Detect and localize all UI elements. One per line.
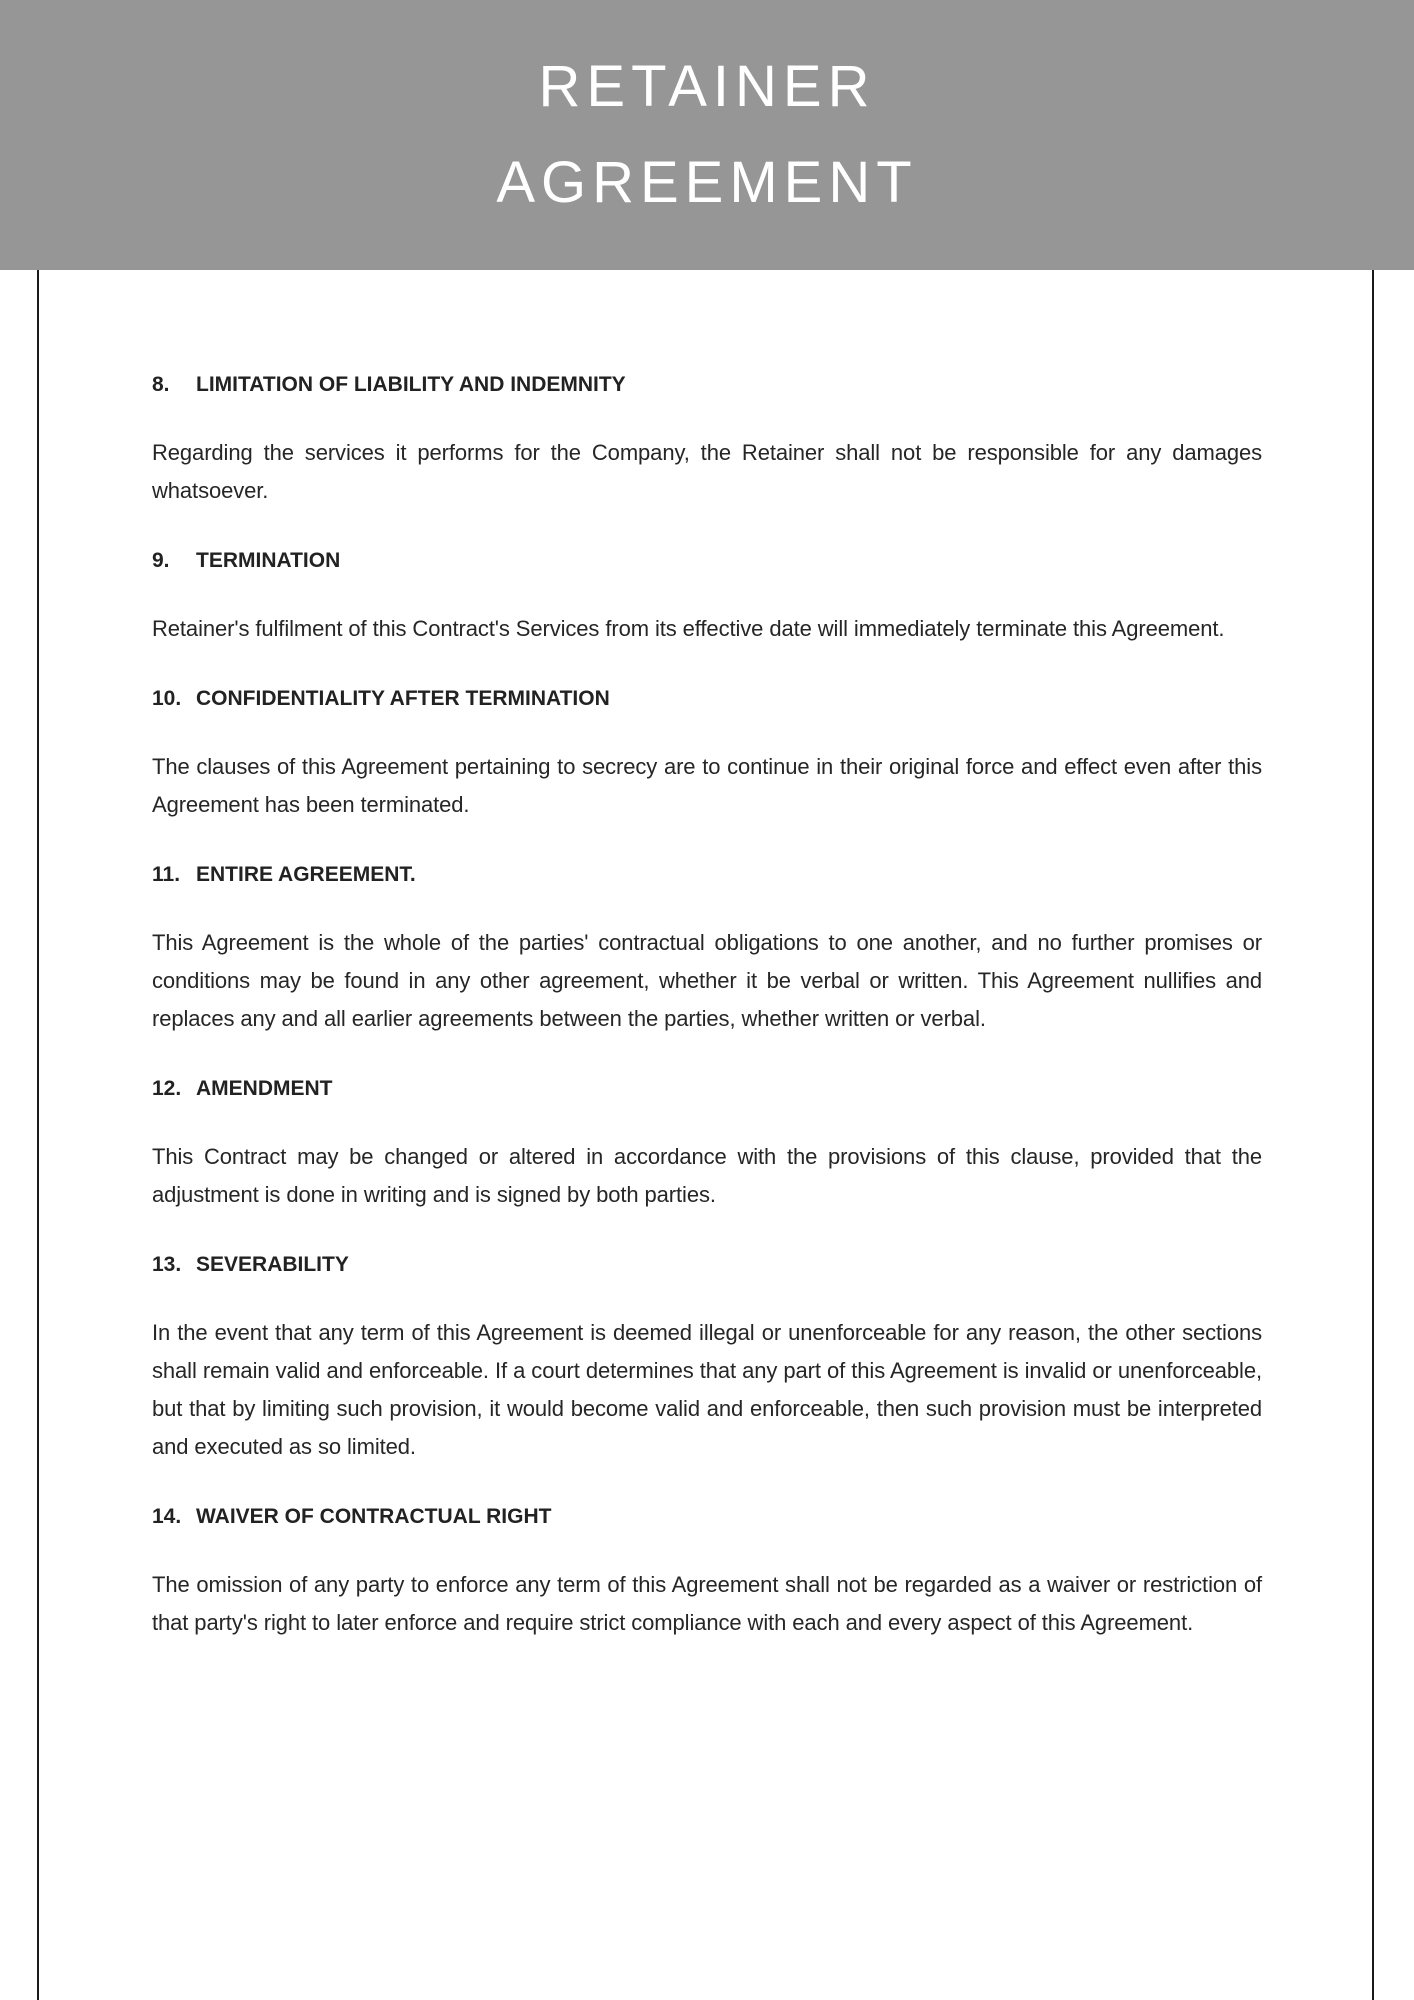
section-number: 8. <box>152 373 170 396</box>
section-heading-text: ENTIRE AGREEMENT. <box>196 863 416 886</box>
section-paragraph: The omission of any party to enforce any term of this Agreement shall not be regarded as a waiver or restriction of that party's right to later enforce and require strict compliance with each and every aspect of this Agreement. <box>152 1572 1262 1635</box>
section-heading-text: SEVERABILITY <box>196 1253 349 1276</box>
section-heading-text: LIMITATION OF LIABILITY AND INDEMNITY <box>196 373 626 396</box>
section-heading <box>152 548 1262 574</box>
section-heading <box>152 1504 1262 1530</box>
section-heading <box>152 1252 1262 1278</box>
agreement-section <box>152 1252 1262 1466</box>
section-heading-text: CONFIDENTIALITY AFTER TERMINATION <box>196 687 610 710</box>
section-heading-text: WAIVER OF CONTRACTUAL RIGHT <box>196 1505 552 1528</box>
section-heading <box>152 686 1262 712</box>
section-number: 12. <box>152 1077 182 1100</box>
section-heading <box>152 372 1262 398</box>
agreement-section <box>152 1076 1262 1214</box>
section-number: 13. <box>152 1253 182 1276</box>
section-paragraph: In the event that any term of this Agreement is deemed illegal or unenforceable for any reason, the other sections shall remain valid and enforceable. If a court determines that any part of this Agreement is invalid or unenforceable, but that by limiting such provision, it would become valid and enforceable, then such provision must be interpreted and executed as so limited. <box>152 1320 1262 1459</box>
section-number: 10. <box>152 687 182 710</box>
title-banner <box>0 0 1414 270</box>
section-heading <box>152 862 1262 888</box>
document-body <box>152 372 1262 1642</box>
section-heading-text: TERMINATION <box>196 549 341 572</box>
agreement-section <box>152 1504 1262 1642</box>
page-border-frame <box>37 270 1374 2000</box>
section-heading <box>152 1076 1262 1102</box>
section-paragraph: Retainer's fulfilment of this Contract's Services from its effective date will immediately terminate this Agreement. <box>152 616 1225 641</box>
section-paragraph: This Contract may be changed or altered in accordance with the provisions of this clause, provided that the adjustment is done in writing and is signed by both parties. <box>152 1144 1262 1207</box>
section-paragraph: Regarding the services it performs for the Company, the Retainer shall not be responsible for any damages whatsoever. <box>152 440 1262 503</box>
section-number: 9. <box>152 549 170 572</box>
section-heading-text: AMENDMENT <box>196 1077 333 1100</box>
section-number: 14. <box>152 1505 182 1528</box>
agreement-section <box>152 862 1262 1038</box>
section-paragraph: The clauses of this Agreement pertaining to secrecy are to continue in their original force and effect even after this Agreement has been terminated. <box>152 754 1262 817</box>
section-number: 11. <box>152 863 181 886</box>
section-paragraph: This Agreement is the whole of the parties' contractual obligations to one another, and no further promises or conditions may be found in any other agreement, whether it be verbal or written. This Agreement nullifies and replaces any and all earlier agreements between the parties, whether written or verbal. <box>152 930 1262 1031</box>
title-line-2: AGREEMENT <box>496 150 918 215</box>
agreement-section <box>152 372 1262 510</box>
agreement-section <box>152 548 1262 648</box>
document-title <box>496 39 917 231</box>
title-line-1: RETAINER <box>538 54 876 119</box>
agreement-section <box>152 686 1262 824</box>
